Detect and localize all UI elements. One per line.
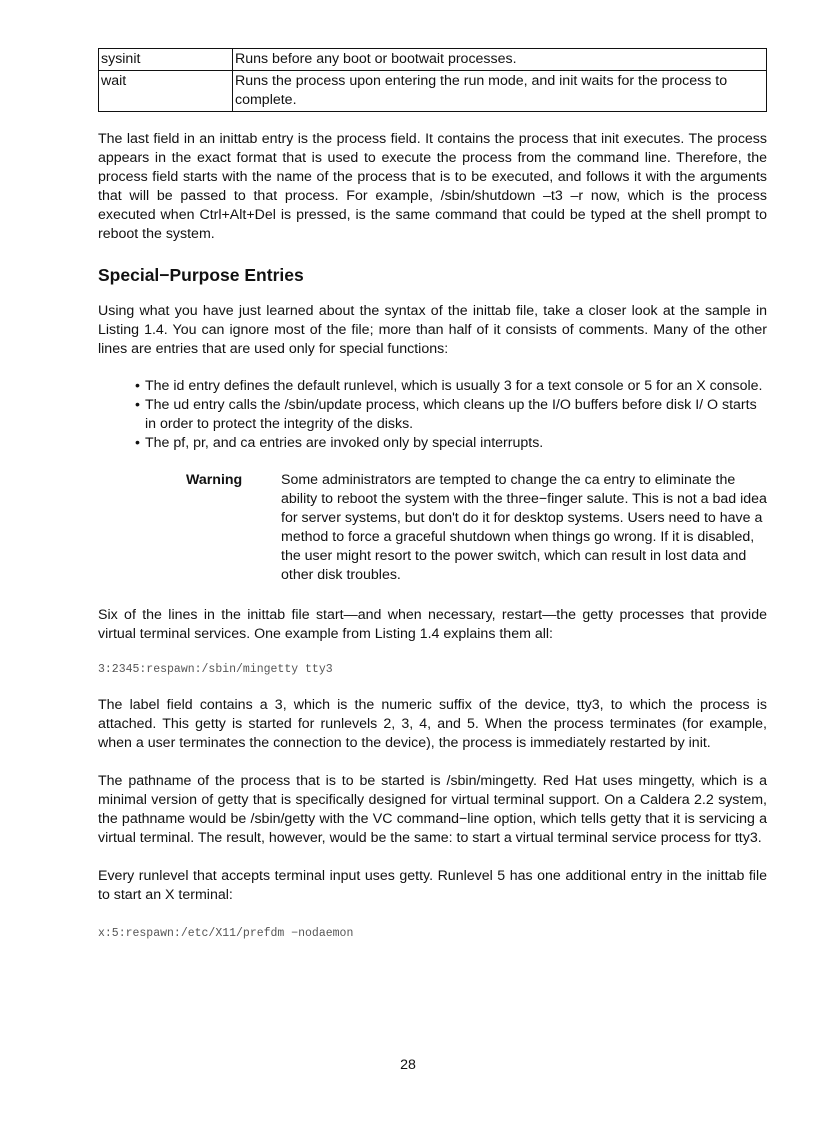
section-heading: Special−Purpose Entries [98,265,304,285]
list-item [135,396,767,434]
page-number: 28 [400,1057,416,1073]
paragraph-runlevel: Every runlevel that accepts terminal input uses getty. Runlevel 5 has one additional entry in the inittab file to start an X terminal: [98,868,767,903]
list-item [135,377,767,396]
bullet-icon: • [135,378,140,394]
list-item-text: The ud entry calls the /sbin/update process, which cleans up the I/O buffers before disk I/ O starts in order to protect the integrity of the disks. [145,397,757,432]
bullet-list [135,377,767,453]
paragraph-pathname: The pathname of the process that is to be started is /sbin/mingetty. Red Hat uses mingetty, which is a minimal version of getty that is specifically designed for virtual terminal support. On a Caldera 2.2 system, the pathname would be /sbin/getty with the VC command−line option, which tells getty that it is servicing a virtual terminal. The result, however, would be the same: to start a virtual terminal service process for tty3. [98,773,767,846]
bullet-icon: • [135,397,140,413]
paragraph-process-field: The last field in an inittab entry is the process field. It contains the process that init executes. The process appears in the exact format that is used to execute the process from the command line. Therefore, the process field starts with the name of the process that is to be executed, and follows it with the arguments that will be passed to that process. For example, /sbin/shutdown –t3 –r now, which is the process executed when Ctrl+Alt+Del is pressed, is the same command that could be typed at the shell prompt to reboot the system. [98,131,767,242]
paragraph-intro: Using what you have just learned about the syntax of the inittab file, take a closer look at the sample in Listing 1.4. You can ignore most of the file; more than half of it consists of comments. Many of the other lines are entries that are used only for special functions: [98,303,767,357]
table-cell-desc: Runs the process upon entering the run mode, and init waits for the process to complete. [233,71,767,112]
table-cell-key: wait [99,71,233,112]
warning-note [186,471,767,585]
list-item [135,434,767,453]
paragraph-label-field: The label field contains a 3, which is the numeric suffix of the device, tty3, to which the process is attached. This getty is started for runlevels 2, 3, 4, and 5. When the process terminates (for example, when a user terminates the connection to the device), the process is immediately restarted by init. [98,697,767,751]
page-body [98,48,767,942]
code-sample-x-terminal: x:5:respawn:/etc/X11/prefdm −nodaemon [98,927,354,940]
table-row [99,49,767,71]
table-cell-desc: Runs before any boot or bootwait processes. [233,49,767,71]
code-sample-getty: 3:2345:respawn:/sbin/mingetty tty3 [98,663,333,676]
list-item-text: The pf, pr, and ca entries are invoked only by special interrupts. [145,435,544,451]
warning-label: Warning [186,472,243,488]
bullet-icon: • [135,435,140,451]
action-table [98,48,767,112]
table-row [99,71,767,112]
warning-text: Some administrators are tempted to change the ca entry to eliminate the ability to reboot the system with the three−finger salute. This is not a bad idea for server systems, but don't do it for desktop systems. Users need to have a method to force a graceful shutdown when things go wrong. If it is disabled, the user might resort to the power switch, which can result in lost data and other disk troubles. [281,472,767,583]
paragraph-getty: Six of the lines in the inittab file start—and when necessary, restart—the getty processes that provide virtual terminal services. One example from Listing 1.4 explains them all: [98,607,767,642]
list-item-text: The id entry defines the default runlevel, which is usually 3 for a text console or 5 for an X console. [145,378,763,394]
table-cell-key: sysinit [99,49,233,71]
